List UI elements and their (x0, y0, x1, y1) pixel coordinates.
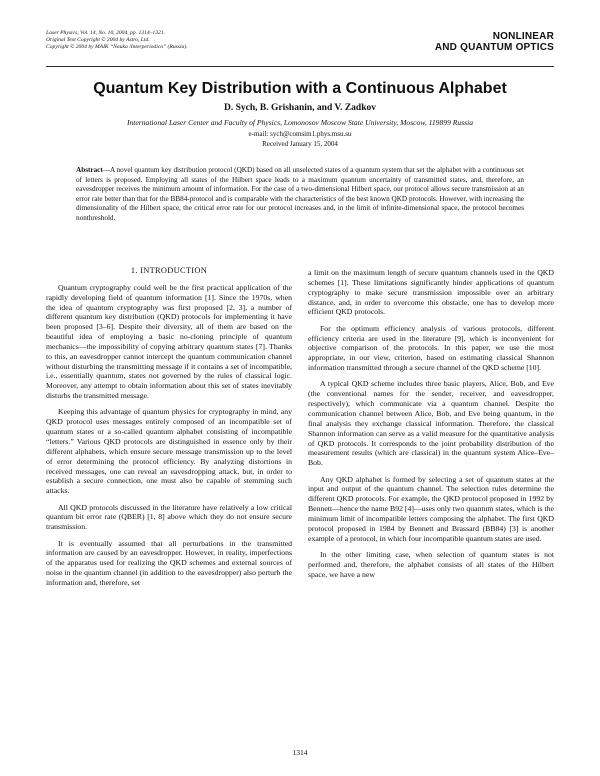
original-text-line: Original Text Copyright © 2004 by Astro, Ltd. (46, 37, 150, 44)
section-heading: 1. INTRODUCTION (130, 266, 208, 275)
section-label (435, 31, 554, 53)
paragraph: A typical QKD scheme includes three basic players, Alice, Bob, and Eve (the conventional names for the sender, receiver, and eavesdropper, respectively), which communicate via a quantum channel. Despite the communication channel between Alice, Bob, and Eve being quantum, in the final analysis they exchange classical information. Therefore, the classical Shannon information can serve as a valid measure for the quantitative analysis of QKD protocols. It corresponds to the joint probability distribution of the measurement results (which are classical) in the quantum system Alice–Eve–Bob. (308, 379, 554, 468)
paragraph: It is eventually assumed that all perturbations in the transmitted information are caused by an eavesdropper. However, in reality, imperfections of the apparatus used for realizing the QKD schemes and external sources of noise in the quantum channel (in addition to the eavesdropper) also perturb the information and, therefore, set (46, 538, 292, 587)
paragraph: Keeping this advantage of quantum physics for cryptography in mind, any QKD protocol uses messages entirely composed of an incompatible set of quantum states or a so-called quantum alphabet consisting of incompatible “letters.” Various QKD protocols are distinguished in essence only by their different alphabets, which ensure secure message transmission up to the level of error determining the protocol efficiency. By analyzing distortions in received messages, one can reveal an eavesdropping attack, but, in order to establish a secure connection, one must also be capable of stemming such attacks. (46, 407, 292, 496)
journal-line: Laser Physics, Vol. 14, No. 10, 2004, pp. 1314–1321. (46, 30, 166, 36)
paper-title: Quantum Key Distribution with a Continuous Alphabet (93, 80, 507, 97)
paper-affiliation: International Laser Center and Faculty of Physics, Lomonosov Moscow State University, Moscow, 119899 Russia (126, 118, 474, 127)
author-email: e-mail: sych@comsim1.phys.msu.su (248, 130, 352, 138)
section-label-line-1: NONLINEAR (492, 31, 554, 42)
paragraph: For the optimum efficiency analysis of various protocols, different efficiency criteria are used in the literature [9], which is inconvenient for objective comparison of the protocols. In this paper, we use the most appropriate, in our view, criterion, based on estimating classical Shannon information transmitted through a secure channel of the QKD scheme [10]. (308, 323, 554, 373)
paragraph: Quantum cryptography could well be the first practical application of the rapidly developing field of quantum information [1]. Since the 1970s, when the idea of quantum cryptography was first proposed [2, 3], a number of different quantum key distribution (QKD) protocols for implementing it have been proposed [3–6]. Despite their diversity, all of them are based on the beautiful idea of employing a basic no-cloning principle of quantum mechanics—the impossibility of copying arbitrary quantum states [7]. Thanks to this, an eavesdropper cannot intercept the quantum communication channel without disturbing the transmitting message if it contains a set of incompatible, i.e., essentially quantum, states not governed by the rules of classical logic. Moreover, any attempt to obtain information about this set of states inevitably disturbs the transmitted message. (46, 282, 292, 401)
copyright-line: Copyright © 2004 by MAIK “Nauka /Interperiodica” (Russia). (46, 44, 188, 51)
header-rule (46, 66, 554, 67)
running-header (46, 30, 554, 62)
received-date: Received January 15, 2004 (262, 140, 338, 148)
abstract-label: Abstract (76, 166, 103, 174)
section-label-line-2: AND QUANTUM OPTICS (434, 42, 554, 53)
abstract (76, 166, 524, 224)
journal-info (46, 30, 188, 52)
right-column (308, 268, 554, 586)
paragraph: All QKD protocols discussed in the literature have relatively a low critical quantum bit error rate (QBER) [1, 8] above which they do not ensure secure transmission. (46, 502, 292, 532)
page-number: 1314 (292, 748, 308, 757)
paper-authors: D. Sych, B. Grishanin, and V. Zadkov (224, 103, 376, 113)
abstract-text: —A novel quantum key distribution protocol (QKD) based on all unselected states of a quantum system that set the alphabet with a continuous set of letters is proposed. Employing all states of the Hilbert space leads to a maximum quantum uncertainty of transmitted states, and, therefore, an eavesdropper receives the minimum amount of information. For the case of a two-dimensional Hilbert space, our protocol allows secure transmission at an error rate better than that for the BB84-protocol and is comparable with the characteristics of the best known QKD protocols. However, with increasing the dimensionality of the Hilbert space, the critical error rate for our protocol increases and, in the limit of infinite-dimensional space, the protocol becomes nonthreshold. (76, 166, 524, 222)
paragraph: Any QKD alphabet is formed by selecting a set of quantum states at the input and output of the quantum channel. The selection rules determine the different QKD protocols. For example, the QKD protocol proposed in 1992 by Bennett—hence the name B92 [4]—uses only two quantum states, which is the minimum limit of incompatible letters composing the alphabet. The first QKD protocol proposed in 1984 by Bennett and Brassard (BB84) [3] is another example of a protocol, in which four incompatible quantum states are used. (308, 474, 554, 543)
paragraph: In the other limiting case, when selection of quantum states is not performed and, therefore, the alphabet consists of all states of the Hilbert space, we have a new (308, 549, 554, 579)
paragraph: a limit on the maximum length of secure quantum channels used in the QKD schemes [1]. These limitations significantly hinder applications of quantum cryptography to make secure transmission impossible over an arbitrary distance, and, in order to overcome this obstacle, one has to develop more efficient QKD protocols. (308, 268, 554, 317)
left-column (46, 266, 292, 594)
